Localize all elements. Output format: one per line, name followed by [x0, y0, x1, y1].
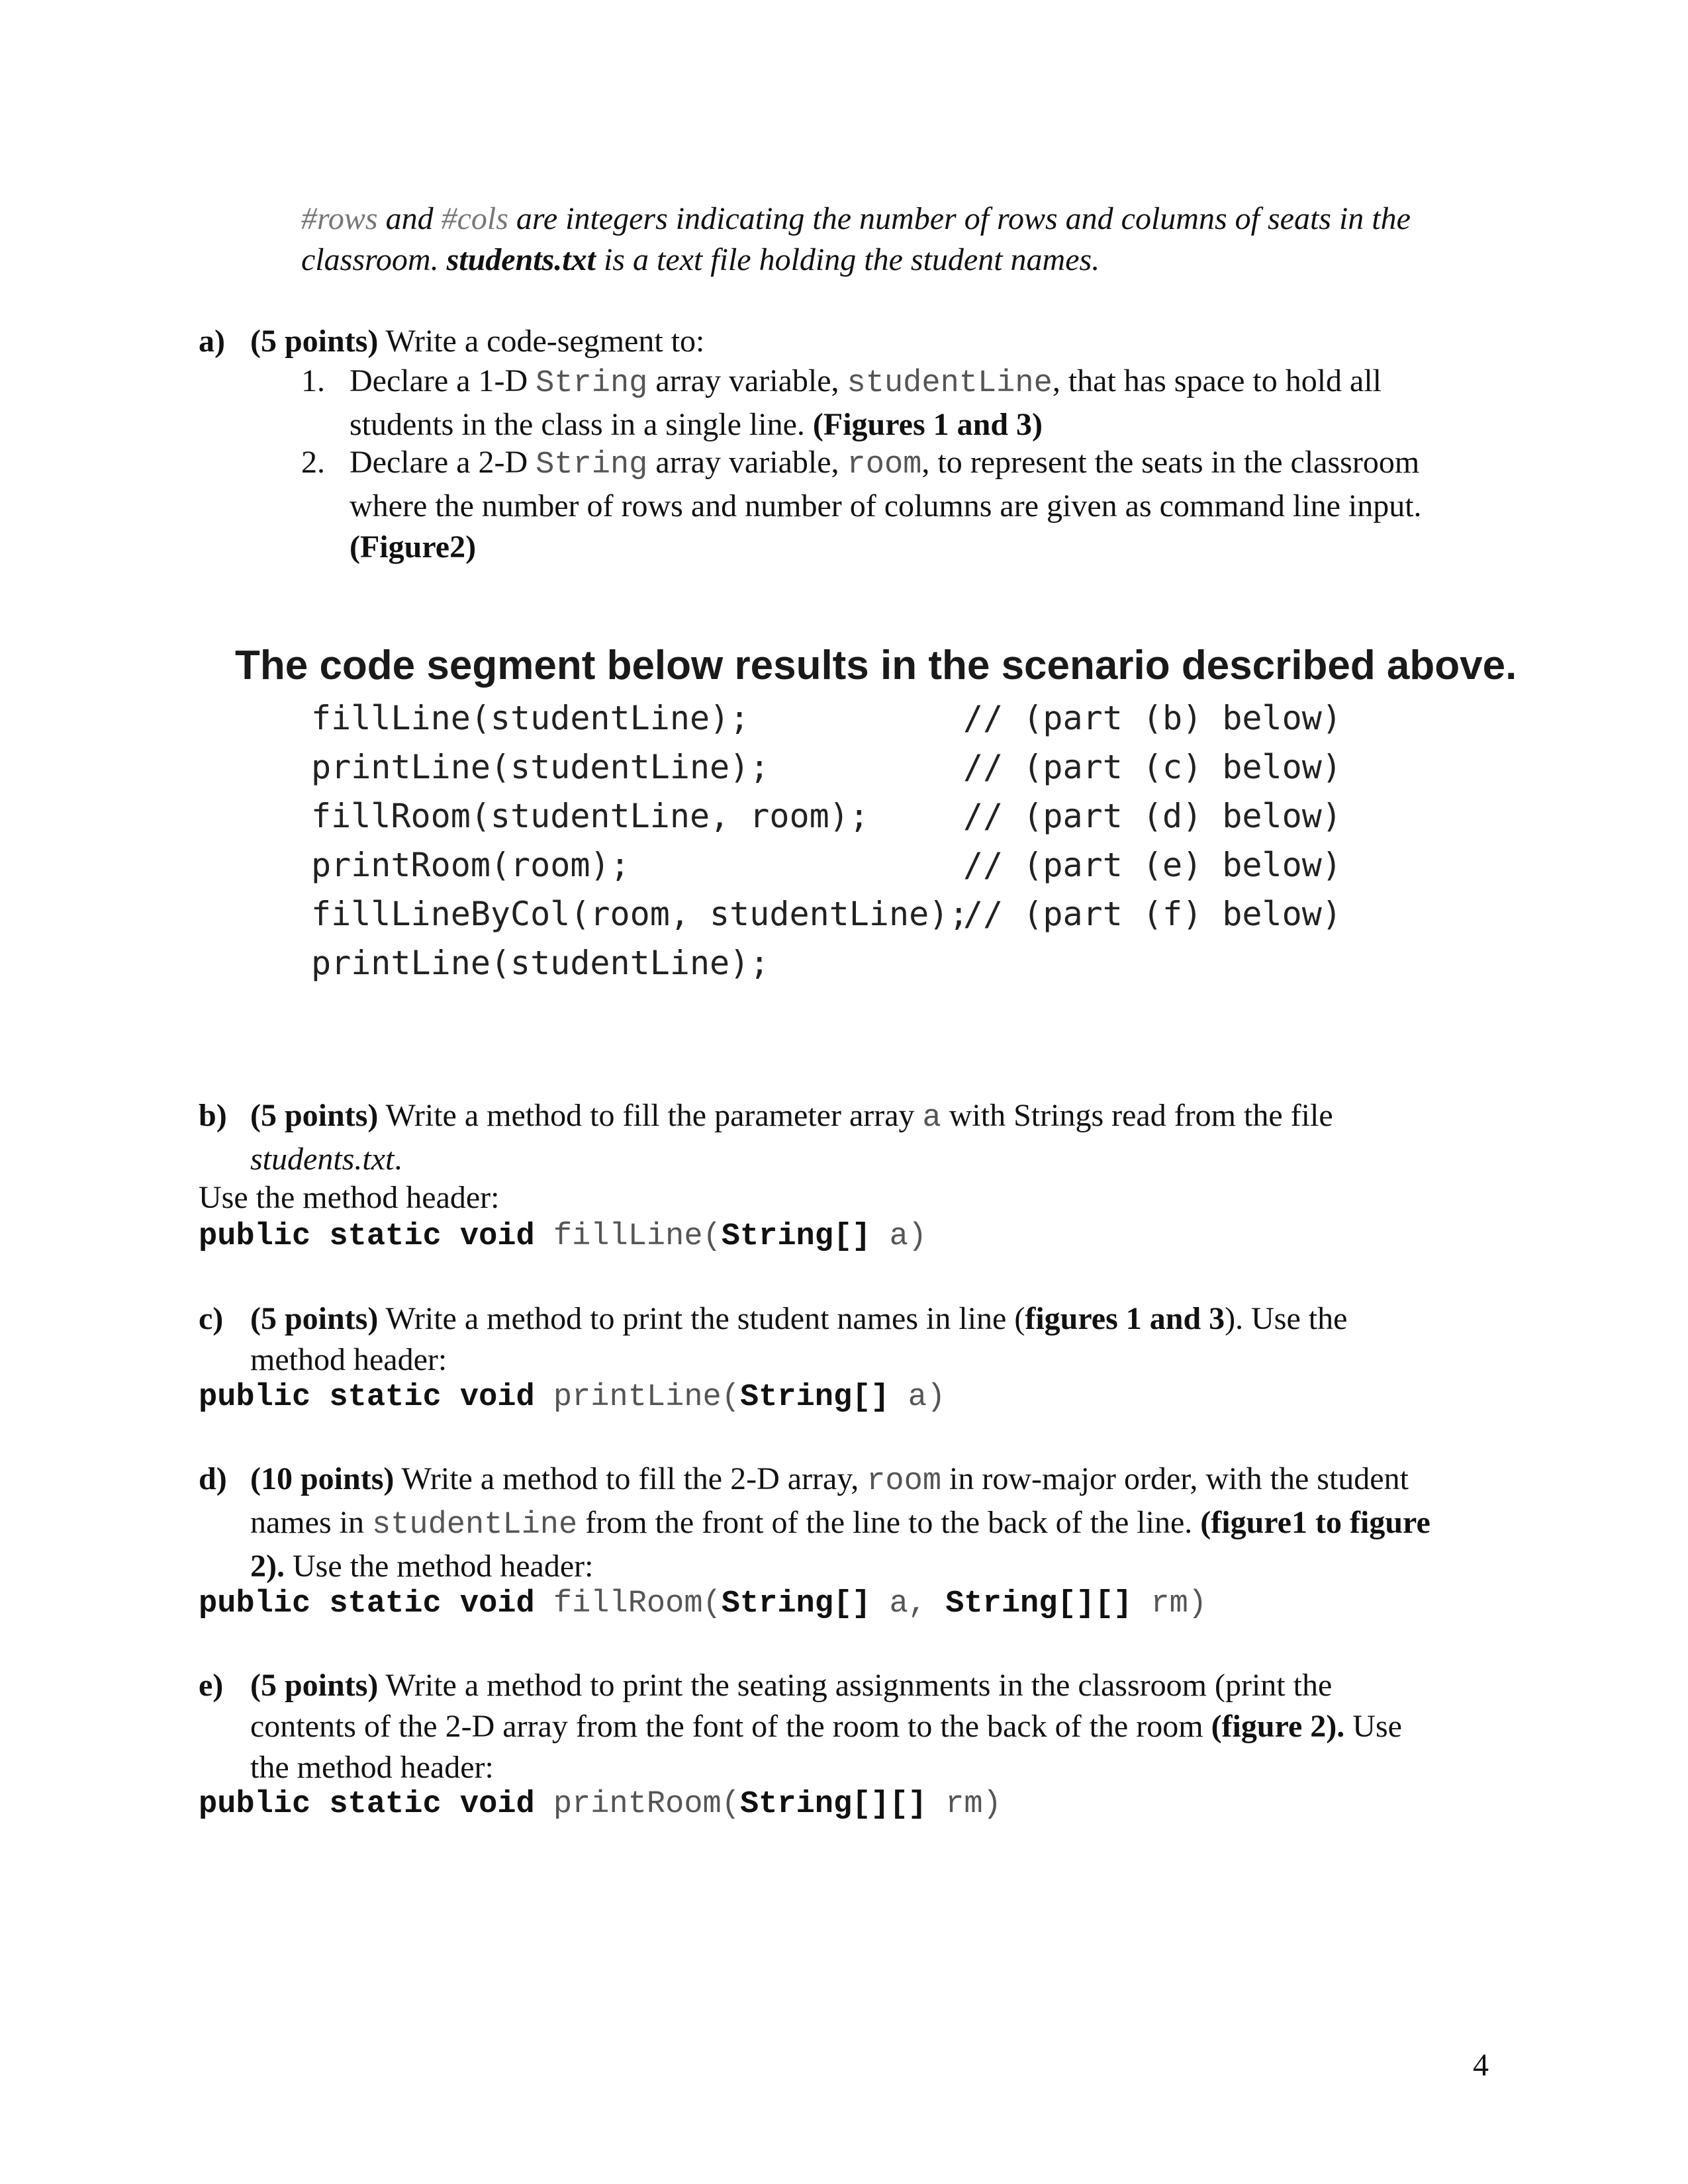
- part-e-label: e): [199, 1668, 224, 1703]
- part-a-item-2-line-2: where the number of rows and number of columns are given as command line input.: [350, 488, 1422, 523]
- intro-line-2: classroom. students.txt is a text file holding the student names.: [301, 242, 1100, 277]
- part-a-item-2-line-3: (Figure2): [350, 529, 477, 565]
- part-a-item-2-line-1: Declare a 2-D String array variable, room, to represent the seats in the classroom: [350, 445, 1420, 482]
- part-a-item-1-number: 1.: [301, 363, 325, 398]
- part-c-line-2: method header:: [250, 1342, 447, 1377]
- part-c-line-1: (5 points) Write a method to print the student names in line (figures 1 and 3). Use the: [250, 1301, 1348, 1336]
- part-a-item-1-line-2: students in the class in a single line. (Figures 1 and 3): [350, 407, 1043, 442]
- part-a-intro: (5 points) Write a code-segment to:: [250, 324, 705, 359]
- code-comment-2: // (part (c) below): [963, 748, 1342, 786]
- code-comment-1: // (part (b) below): [963, 699, 1342, 737]
- part-d-method-header: public static void fillRoom(String[] a, String[][] rm): [199, 1586, 1207, 1621]
- code-line-5: fillLineByCol(room, studentLine);: [311, 895, 969, 933]
- part-e-line-3: the method header:: [250, 1750, 494, 1785]
- part-d-line-1: (10 points) Write a method to fill the 2-D array, room in row-major order, with the student: [250, 1461, 1409, 1499]
- part-c-body: [250, 1298, 1347, 1381]
- code-line-4: printRoom(room);: [311, 846, 630, 884]
- part-d-body: [250, 1459, 1430, 1587]
- code-line-2: printLine(studentLine);: [311, 748, 770, 786]
- code-segment-heading: The code segment below results in the scenario described above.: [235, 643, 1517, 688]
- code-line-3: fillRoom(studentLine, room);: [311, 797, 869, 835]
- part-e-line-1: (5 points) Write a method to print the seating assignments in the classroom (print the: [250, 1668, 1333, 1703]
- part-b-line-2: students.txt.: [250, 1142, 402, 1177]
- code-comment-3: // (part (d) below): [963, 797, 1342, 835]
- part-d-label: d): [199, 1461, 227, 1496]
- intro-paragraph: [301, 199, 1411, 281]
- code-comment-4: // (part (e) below): [963, 846, 1342, 884]
- part-a-item-2: [350, 442, 1422, 568]
- part-b-line-3: Use the method header:: [199, 1180, 500, 1215]
- part-b-body: [250, 1095, 1333, 1180]
- part-a-item-1-line-1: Declare a 1-D String array variable, studentLine, that has space to hold all: [350, 363, 1382, 401]
- code-line-6: printLine(studentLine);: [311, 944, 770, 982]
- part-b-label: b): [199, 1098, 227, 1133]
- part-a-item-1: [350, 361, 1382, 445]
- part-e-method-header: public static void printRoom(String[][] rm): [199, 1787, 1002, 1822]
- part-c-method-header: public static void printLine(String[] a): [199, 1380, 946, 1415]
- part-c-label: c): [199, 1301, 224, 1336]
- part-e-line-2: contents of the 2-D array from the font of the room to the back of the room (figure 2). Use: [250, 1709, 1402, 1744]
- code-line-1: fillLine(studentLine);: [311, 699, 750, 737]
- part-e-body: [250, 1665, 1402, 1788]
- page-number: 4: [1473, 2048, 1489, 2083]
- part-a-label: a): [199, 324, 225, 359]
- intro-line-1: #rows and #cols are integers indicating the number of rows and columns of seats in the: [301, 201, 1411, 236]
- part-d-line-3: 2). Use the method header:: [250, 1549, 594, 1584]
- part-d-line-2: names in studentLine from the front of the line to the back of the line. (figure1 to figure: [250, 1505, 1430, 1543]
- part-b-line-1: (5 points) Write a method to fill the parameter array a with Strings read from the file: [250, 1098, 1333, 1136]
- part-b-method-header: public static void fillLine(String[] a): [199, 1219, 927, 1254]
- part-a-item-2-number: 2.: [301, 445, 325, 480]
- code-comment-5: // (part (f) below): [963, 895, 1342, 933]
